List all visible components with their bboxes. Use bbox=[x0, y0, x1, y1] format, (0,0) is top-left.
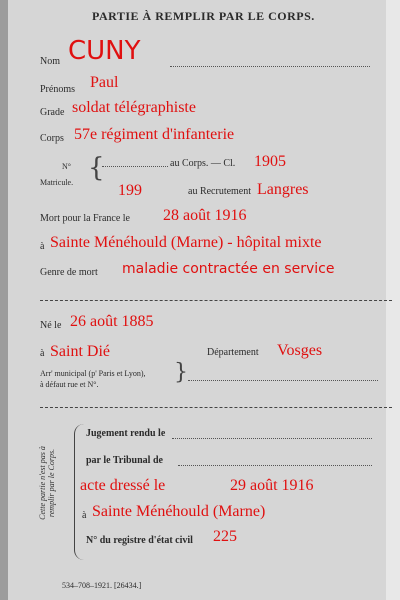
label-matricule-no: N° bbox=[62, 162, 71, 171]
form-header: PARTIE À REMPLIR PAR LE CORPS. bbox=[92, 9, 315, 23]
label-ne-le: Né le bbox=[40, 320, 62, 331]
label-a-naissance: à bbox=[40, 348, 45, 359]
matricule-brace: { bbox=[88, 153, 105, 183]
value-prenoms: Paul bbox=[90, 74, 119, 91]
value-lieu-naissance: Saint Dié bbox=[50, 343, 110, 360]
value-genre-de-mort: maladie contractée en service bbox=[122, 261, 335, 277]
arr-municipal-brace: } bbox=[174, 360, 188, 385]
label-corps: Corps bbox=[40, 133, 64, 144]
label-matricule: Matricule. bbox=[40, 178, 74, 187]
label-a-deces: à bbox=[40, 241, 45, 252]
label-au-recrutement: au Recrutement bbox=[188, 186, 252, 197]
value-departement: Vosges bbox=[277, 342, 323, 359]
value-date-naissance: 26 août 1885 bbox=[70, 313, 154, 330]
label-grade: Grade bbox=[40, 107, 65, 118]
label-jugement: Jugement rendu le bbox=[86, 428, 166, 439]
value-grade: soldat télégraphiste bbox=[72, 99, 196, 116]
label-mort-pour-la-france: Mort pour la France le bbox=[40, 213, 130, 224]
label-tribunal: par le Tribunal de bbox=[86, 455, 163, 466]
dotted-line-tribunal bbox=[178, 465, 372, 466]
label-nom: Nom bbox=[40, 56, 60, 67]
dotted-line-matricule-corps bbox=[102, 166, 168, 167]
label-arr-municipal-2: à défaut rue et N°. bbox=[40, 380, 99, 389]
value-acte-lieu: Sainte Ménéhould (Marne) bbox=[92, 503, 266, 520]
footer-print-code: 534–708–1921. [26434.] bbox=[62, 581, 142, 590]
value-registre: 225 bbox=[213, 528, 237, 545]
value-classe: 1905 bbox=[254, 153, 286, 170]
separator-2 bbox=[40, 407, 392, 408]
value-recrutement: Langres bbox=[257, 181, 309, 198]
value-acte-date: 29 août 1916 bbox=[230, 477, 314, 494]
separator-1 bbox=[40, 300, 392, 301]
label-prenoms: Prénoms bbox=[40, 84, 75, 95]
dotted-line-jugement bbox=[172, 438, 372, 439]
vertical-note: Cette partie n'est pas à remplir par le Corps. bbox=[38, 446, 56, 520]
label-au-corps: au Corps. — Cl. bbox=[170, 158, 236, 169]
value-matricule-recrutement: 199 bbox=[118, 182, 142, 199]
value-date-deces: 28 août 1916 bbox=[163, 207, 247, 224]
label-registre: N° du registre d'état civil bbox=[86, 535, 193, 546]
scan-edge-left bbox=[0, 0, 8, 600]
dotted-line-arr-municipal bbox=[188, 380, 378, 381]
label-arr-municipal-1: Arr' municipal (p' Paris et Lyon), bbox=[40, 369, 146, 378]
value-nom: CUNY bbox=[68, 36, 141, 66]
value-lieu-deces: Sainte Ménéhould (Marne) - hôpital mixte bbox=[50, 234, 322, 251]
value-corps: 57e régiment d'infanterie bbox=[74, 126, 235, 143]
label-departement: Département bbox=[207, 347, 259, 358]
dotted-line-nom bbox=[170, 66, 370, 67]
value-acte-label: acte dressé le bbox=[80, 477, 166, 494]
label-genre-de-mort: Genre de mort bbox=[40, 267, 98, 278]
label-a-acte: à bbox=[82, 510, 87, 521]
